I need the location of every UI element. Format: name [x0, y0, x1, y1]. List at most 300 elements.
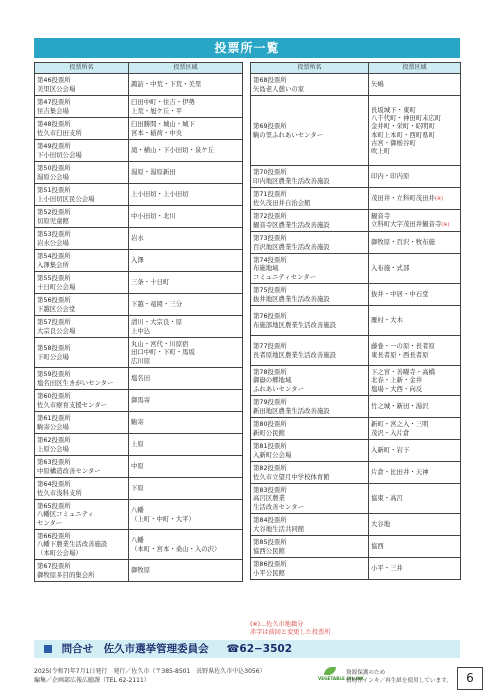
polling-place-name — [251, 558, 369, 580]
area-text: 滝・横山・下小田切・泉ケ丘 — [131, 146, 215, 155]
place-name-line: 第63投票所 — [37, 458, 71, 467]
voting-area-line — [131, 440, 240, 448]
polling-place-row — [35, 338, 243, 368]
polling-place-name — [251, 484, 369, 514]
place-name-line: 佐久市浅科支所 — [37, 488, 82, 497]
area-text: 御牧原・百沢・牧布施 — [371, 238, 435, 247]
polling-place-name — [35, 530, 129, 560]
polling-place-row — [251, 418, 461, 440]
polling-place-row — [35, 434, 243, 456]
area-text: 塩場・大西・向反 — [371, 384, 423, 393]
voting-area — [369, 462, 461, 484]
area-text: 雁村・大木 — [371, 316, 403, 325]
place-name-line: 第60投票所 — [37, 392, 71, 401]
polling-place-name — [251, 396, 369, 418]
polling-place-row — [35, 250, 243, 272]
polling-place-name — [35, 478, 129, 500]
place-name-line: 第74投票所 — [253, 256, 287, 265]
place-name-line: 第69投票所 — [253, 122, 287, 131]
place-name-line: 抜井地区農業生活改善施設 — [253, 294, 330, 303]
place-name-line: 第72投票所 — [253, 212, 287, 221]
place-name-line: 第53投票所 — [37, 230, 71, 239]
polling-place-row — [35, 560, 243, 582]
polling-place-row — [251, 232, 461, 254]
ink-note-line: 資源保護のため — [346, 670, 386, 676]
voting-area — [369, 306, 461, 336]
voting-area-line — [371, 564, 458, 572]
place-name-line: 岩水公会場 — [37, 238, 69, 247]
polling-place-row — [251, 284, 461, 306]
voting-area-line — [371, 316, 458, 324]
polling-place-name — [251, 306, 369, 336]
place-name-line: 上原公会場 — [37, 444, 69, 453]
place-name-line: 第64投票所 — [37, 480, 71, 489]
polling-place-name — [251, 254, 369, 284]
polling-place-row — [251, 462, 461, 484]
polling-place-name — [35, 500, 129, 530]
voting-area-line — [131, 318, 240, 326]
voting-area-line — [131, 278, 240, 286]
polling-place-name — [35, 456, 129, 478]
place-name-line: 矢島老人憩いの家 — [253, 84, 305, 93]
voting-area-line — [131, 212, 240, 220]
place-name-line: 第75投票所 — [253, 286, 287, 295]
polling-place-name — [35, 162, 129, 184]
place-name-line: 第81投票所 — [253, 442, 287, 451]
voting-area — [129, 162, 243, 184]
voting-area-line — [131, 107, 240, 115]
place-name-line: コミュニティセンター — [253, 272, 317, 281]
voting-area-line — [131, 462, 240, 470]
area-text: 三条・十日町 — [131, 278, 170, 287]
voting-area — [369, 210, 461, 232]
voting-area — [369, 232, 461, 254]
voting-area — [369, 558, 461, 580]
voting-area — [129, 560, 243, 582]
polling-place-row — [251, 254, 461, 284]
area-text: 上原 — [131, 440, 144, 449]
area-text: 協西 — [371, 542, 384, 551]
polling-place-row — [251, 558, 461, 580]
polling-place-name — [35, 228, 129, 250]
voting-area — [129, 338, 243, 368]
polling-place-row — [35, 456, 243, 478]
area-text: 長坂城下・東町 — [371, 105, 416, 114]
polling-place-name — [35, 206, 129, 228]
voting-area-line — [371, 520, 458, 528]
polling-place-row — [35, 530, 243, 560]
voting-area-line — [371, 429, 458, 437]
ink-note-line: 植物性インキ／再生紙を使用しています。 — [346, 678, 452, 684]
voting-area-line — [131, 396, 240, 404]
ink-note — [346, 669, 452, 685]
area-text: （本町・宮本・桑山・入の沢） — [131, 544, 221, 553]
place-name-line: 第83投票所 — [253, 486, 287, 495]
place-name-line: 第82投票所 — [253, 464, 287, 473]
voting-area — [129, 500, 243, 530]
voting-area-line — [371, 212, 458, 220]
place-name-line: 八幡区コミュニティ — [37, 510, 94, 519]
place-name-line: 十日町公会場 — [37, 282, 76, 291]
polling-place-name — [251, 96, 369, 166]
place-name-line: 第55投票所 — [37, 274, 71, 283]
polling-place-row — [35, 478, 243, 500]
place-name-line: 第70投票所 — [253, 168, 287, 177]
voting-area-line — [131, 566, 240, 574]
voting-area-line — [371, 402, 458, 410]
place-name-line: 第49投票所 — [37, 142, 71, 151]
col-header-place: 投票所名 — [251, 63, 369, 74]
voting-area — [369, 96, 461, 166]
place-name-line: 駒寄公会場 — [37, 422, 69, 431]
polling-place-name — [251, 210, 369, 232]
place-name-line: 第50投票所 — [37, 164, 71, 173]
voting-area — [129, 118, 243, 140]
voting-area-line — [371, 342, 458, 350]
area-text: 上中込 — [131, 326, 151, 335]
polling-place-row — [251, 484, 461, 514]
area-text: 臼田勝間・城山・城下 — [131, 120, 195, 129]
polling-place-name — [35, 272, 129, 294]
voting-area-line — [131, 374, 240, 382]
voting-area-line — [131, 348, 240, 356]
area-text: 中原 — [131, 462, 144, 471]
polling-place-name — [35, 250, 129, 272]
area-text: 丸山・宮代・川原宿 — [131, 340, 189, 349]
area-text: 臼田中町・住吉・伊勢 — [131, 98, 195, 107]
place-name-line: 布施地域 — [253, 264, 279, 273]
voting-area-line — [371, 446, 458, 454]
place-name-line: 第48投票所 — [37, 120, 71, 129]
area-text: 北春・上新・金井 — [371, 376, 423, 385]
publication-info — [34, 668, 266, 685]
area-text: 広川原 — [131, 356, 151, 365]
place-name-line: 上小田切区民公会場 — [37, 194, 95, 203]
polling-place-name — [251, 232, 369, 254]
voting-area — [369, 536, 461, 558]
voting-area-line — [131, 98, 240, 106]
voting-area — [369, 396, 461, 418]
voting-area-line — [131, 120, 240, 128]
area-text: 本町上本町・西町県町 — [371, 130, 435, 139]
voting-area-line — [371, 220, 458, 229]
place-name-line: 下町公会場 — [37, 352, 69, 361]
contact-label: 問合せ 佐久市選挙管理委員会 — [61, 643, 209, 655]
place-name-line: 第51投票所 — [37, 186, 71, 195]
polling-place-name — [35, 118, 129, 140]
voting-area-line — [131, 515, 240, 523]
area-text: 茂田井・立科町茂田井 — [371, 193, 435, 202]
voting-area-line — [371, 290, 458, 298]
place-name-line: 第54投票所 — [37, 252, 71, 261]
polling-place-row — [251, 96, 461, 166]
place-name-line: 佐久市療育支援センター — [37, 400, 108, 409]
voting-area — [129, 316, 243, 338]
polling-place-row — [251, 514, 461, 536]
voting-area-line — [371, 139, 458, 147]
voting-area-line — [131, 168, 240, 176]
area-text: 吹上町 — [371, 146, 391, 155]
place-name-line: 大宗良公会場 — [37, 326, 76, 335]
area-text: 岩水 — [131, 234, 144, 243]
polling-place-row — [35, 140, 243, 162]
place-name-line: 第67投票所 — [37, 562, 71, 571]
place-name-line: 御牧原多目的集会所 — [37, 570, 95, 579]
voting-area-line — [371, 385, 458, 393]
polling-place-row — [35, 390, 243, 412]
place-name-line: 新町公民館 — [253, 428, 285, 437]
voting-area — [369, 418, 461, 440]
area-text: 観音寺 — [371, 211, 391, 220]
place-name-line: 大谷地生活共同館 — [253, 524, 305, 533]
polling-place-row — [35, 74, 243, 96]
voting-area — [129, 228, 243, 250]
polling-place-row — [251, 188, 461, 210]
area-text: 宮本・稲荷・中央 — [131, 128, 183, 137]
place-name-line: 新田地区農業生活改善施設 — [253, 406, 330, 415]
polling-table-right — [250, 62, 461, 580]
place-name-line: （本町公会場） — [37, 548, 82, 557]
place-name-line: 佐久市立望月中学校体育館 — [253, 472, 330, 481]
place-name-line: 塩名田区生きがいセンター — [37, 378, 114, 387]
place-name-line: 高呂区農業 — [253, 494, 285, 503]
voting-area-line — [371, 172, 458, 180]
polling-place-name — [251, 514, 369, 536]
voting-area — [369, 336, 461, 366]
place-name-line: 第58投票所 — [37, 344, 71, 353]
contact-bar — [34, 640, 460, 658]
note-line: 赤字は前回と変更した投票所 — [250, 629, 331, 636]
polling-place-name — [251, 418, 369, 440]
place-name-line: 百沢地区農業生活改善施設 — [253, 242, 330, 251]
voting-area — [129, 250, 243, 272]
area-text: 入澤 — [131, 256, 144, 265]
polling-place-row — [251, 306, 461, 336]
place-name-line: 第68投票所 — [253, 76, 287, 85]
polling-place-row — [251, 440, 461, 462]
polling-place-name — [251, 284, 369, 306]
place-name-line: 第46投票所 — [37, 76, 71, 85]
place-name-line: 第62投票所 — [37, 436, 71, 445]
area-text: 立科町大字茂田井観音寺 — [371, 220, 442, 228]
place-name-line: 第85投票所 — [253, 538, 287, 547]
voting-area — [129, 74, 243, 96]
voting-area-line — [131, 80, 240, 88]
area-text: 矢嶋 — [371, 80, 384, 89]
voting-area — [129, 206, 243, 228]
page-number: 6 — [457, 667, 483, 690]
polling-place-name — [35, 560, 129, 582]
polling-place-row — [251, 210, 461, 232]
area-text: 八幡 — [131, 536, 144, 545]
voting-area-line — [131, 536, 240, 544]
area-text: 御牧原 — [131, 566, 151, 575]
voting-area — [369, 284, 461, 306]
voting-area-line — [131, 357, 240, 365]
voting-area-line — [371, 420, 458, 428]
voting-area-line — [371, 351, 458, 359]
polling-place-row — [251, 366, 461, 396]
voting-area-line — [131, 327, 240, 335]
place-name-line: 第57投票所 — [37, 318, 71, 327]
place-name-line: 第65投票所 — [37, 502, 71, 511]
polling-place-row — [251, 74, 461, 96]
place-name-line: 駒の里ふれあいセンター — [253, 130, 324, 139]
col-header-area: 投票区域 — [129, 63, 243, 74]
polling-place-name — [35, 294, 129, 316]
area-text: 藤巻・一の原・長者原 — [371, 342, 435, 351]
polling-place-row — [35, 206, 243, 228]
voting-area-line — [371, 122, 458, 130]
area-text: 御馬寄 — [131, 396, 151, 405]
voting-area-line — [371, 147, 458, 155]
place-name-line: 布施部地区農業生活改善施設 — [253, 320, 337, 329]
vegetable-ink-logo — [318, 667, 364, 683]
polling-place-row — [251, 166, 461, 188]
place-name-line: 第52投票所 — [37, 208, 71, 217]
voting-area-line — [371, 238, 458, 246]
area-text: 上荒・旭ケ丘・平 — [131, 106, 183, 115]
polling-place-name — [35, 390, 129, 412]
area-text: 清川・大宗良・原 — [131, 318, 183, 327]
area-text: 茂沢・入片倉 — [371, 428, 410, 437]
area-text: 片倉・比田井・天神 — [371, 468, 429, 477]
voting-area-line — [371, 106, 458, 114]
voting-area-line — [131, 234, 240, 242]
voting-area-line — [371, 131, 458, 139]
voting-area — [129, 434, 243, 456]
polling-place-row — [35, 368, 243, 390]
area-text: 金井町・栄町・昭明町 — [371, 122, 435, 131]
polling-place-name — [35, 338, 129, 368]
polling-place-row — [35, 272, 243, 294]
polling-place-row — [35, 162, 243, 184]
polling-place-name — [35, 96, 129, 118]
voting-area-line — [131, 506, 240, 514]
voting-area-line — [131, 484, 240, 492]
voting-area — [129, 96, 243, 118]
area-text: 下越・竜岡・三分 — [131, 300, 183, 309]
area-text: 田口中町・下町・馬坂 — [131, 348, 195, 357]
place-name-line: 第86投票所 — [253, 560, 287, 569]
place-name-line: 第77投票所 — [253, 342, 287, 351]
voting-area — [369, 166, 461, 188]
polling-place-name — [35, 368, 129, 390]
polling-table-left — [34, 62, 243, 582]
polling-place-name — [35, 74, 129, 96]
polling-place-name — [35, 140, 129, 162]
footer-line-1: 2025(令和7)年7月1日発行 発行／佐久市（〒385-8501 長野県佐久市中込3056） — [34, 668, 266, 675]
voting-area-line — [371, 194, 458, 203]
voting-area-line — [131, 190, 240, 198]
city-boundary-mark: (※) — [434, 195, 443, 202]
place-name-line: 協西公民館 — [253, 546, 285, 555]
polling-place-row — [251, 396, 461, 418]
place-name-line: 第79投票所 — [253, 398, 287, 407]
city-boundary-mark: (※) — [441, 222, 450, 228]
place-name-line: 御嶽の郷地域 — [253, 376, 292, 385]
area-text: 中小田切・北川 — [131, 212, 176, 221]
place-name-line: 第56投票所 — [37, 296, 71, 305]
place-name-line: 長者原地区農業生活改善施設 — [253, 350, 337, 359]
polling-place-row — [35, 118, 243, 140]
square-bullet-icon — [44, 645, 52, 653]
place-name-line: 八幡下農業生活改善施設 — [37, 540, 108, 549]
polling-place-row — [35, 96, 243, 118]
polling-place-row — [35, 500, 243, 530]
voting-area — [369, 254, 461, 284]
place-name-line: 小平公民館 — [253, 568, 285, 577]
voting-area — [129, 184, 243, 206]
place-name-line: 住吉集会場 — [37, 106, 69, 115]
voting-area — [129, 530, 243, 560]
voting-area — [129, 478, 243, 500]
area-text: 上小田切・上小田切 — [131, 190, 189, 199]
area-text: 竹之城・新田・湯沢 — [371, 402, 429, 411]
voting-area — [129, 456, 243, 478]
polling-place-row — [35, 184, 243, 206]
voting-area — [129, 294, 243, 316]
place-name-line: 湯原公会場 — [37, 172, 69, 181]
place-name-line: 入澤集会所 — [37, 260, 69, 269]
place-name-line: 中原構造改善センター — [37, 466, 101, 475]
place-name-line: 第61投票所 — [37, 414, 71, 423]
polling-place-name — [251, 536, 369, 558]
voting-area — [369, 440, 461, 462]
area-text: 駒寄 — [131, 418, 144, 427]
voting-area-line — [131, 418, 240, 426]
polling-place-name — [35, 316, 129, 338]
place-name-line: 第78投票所 — [253, 368, 287, 377]
page-title-banner: 投票所一覧 — [34, 38, 460, 58]
place-name-line: ふれあいセンター — [253, 384, 304, 393]
area-text: 諏訪・中荒・下荒・美里 — [131, 80, 202, 89]
note-line: (※)…佐久市地籍分 — [250, 621, 304, 628]
area-text: 塩名田 — [131, 374, 151, 383]
voting-area — [129, 140, 243, 162]
area-text: 入布施・式部 — [371, 264, 410, 273]
area-text: 入新町・岩下 — [371, 446, 410, 455]
voting-area — [369, 188, 461, 210]
polling-place-name — [251, 166, 369, 188]
polling-place-name — [35, 184, 129, 206]
polling-place-name — [251, 462, 369, 484]
voting-area — [369, 514, 461, 536]
polling-place-row — [251, 536, 461, 558]
place-name-line: 佐久市臼田支所 — [37, 128, 82, 137]
leaf-icon — [324, 667, 336, 675]
place-name-line: センター — [37, 518, 63, 527]
place-name-line: 第71投票所 — [253, 190, 287, 199]
place-name-line: 印内地区農業生活改善施設 — [253, 176, 330, 185]
veg-logo-text: VEGETABLE OIL INK — [318, 676, 364, 681]
place-name-line: 生活改善センター — [253, 502, 304, 511]
area-text: 協東・高呂 — [371, 494, 403, 503]
place-name-line: 切原児童館 — [37, 216, 69, 225]
voting-area-line — [131, 545, 240, 553]
place-name-line: 第47投票所 — [37, 98, 71, 107]
voting-area — [369, 74, 461, 96]
polling-place-name — [251, 188, 369, 210]
area-text: 八千代町・神田町末広町 — [371, 114, 442, 123]
table-notes — [250, 621, 330, 637]
area-text: 抜井・中居・中石堂 — [371, 290, 429, 299]
polling-place-name — [35, 412, 129, 434]
voting-area-line — [371, 80, 458, 88]
place-name-line: 第76投票所 — [253, 312, 287, 321]
voting-area-line — [131, 300, 240, 308]
voting-area — [369, 484, 461, 514]
